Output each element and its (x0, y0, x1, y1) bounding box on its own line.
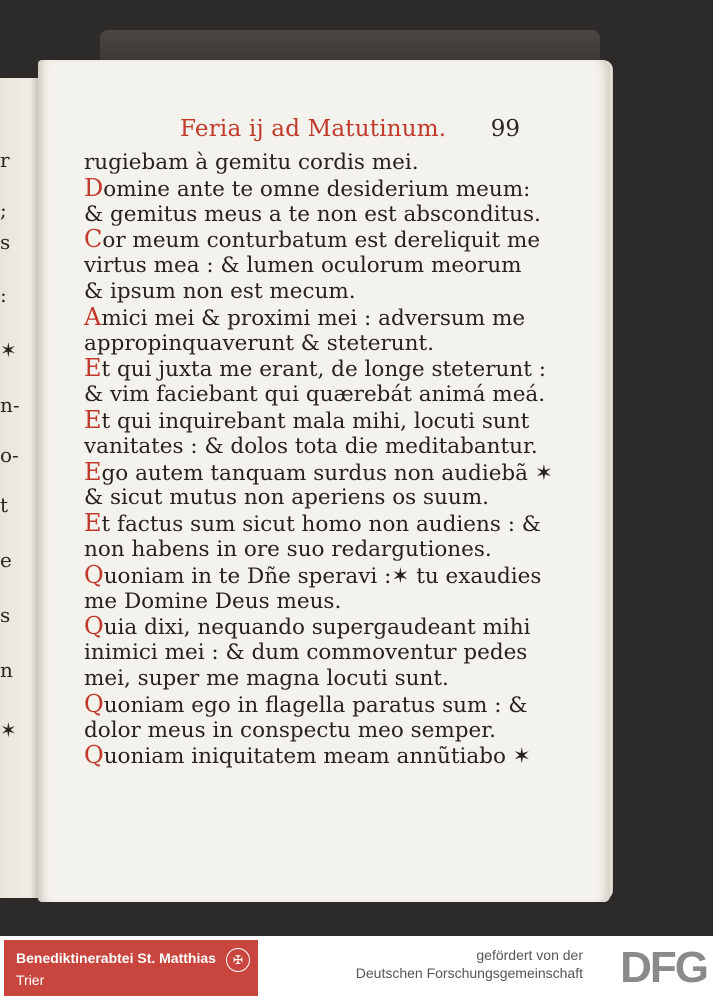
text-line (84, 666, 524, 692)
line-text: uia dixi, nequando supergaudeant mihi (103, 615, 531, 641)
body-text (84, 150, 553, 770)
text-line (84, 279, 524, 305)
left-page-glyph: : (0, 283, 7, 307)
text-line (84, 225, 541, 254)
dfg-logo[interactable]: DFG (620, 943, 707, 992)
text-line (84, 741, 531, 770)
line-text: me Domine Deus meus. (84, 588, 342, 614)
rubricated-initial: E (84, 509, 102, 538)
left-page-glyph: s (0, 230, 11, 254)
page-number: 99 (490, 116, 520, 142)
page-header (180, 116, 520, 148)
line-text: & gemitus meus a te non est absconditus. (84, 201, 541, 227)
text-line (84, 537, 524, 563)
line-text: uoniam iniquitatem meam annũtiabo (103, 744, 506, 770)
line-text: dolor meus in conspectu meo semper. (84, 717, 497, 743)
institution-city: Trier (16, 972, 45, 988)
funding-line-1: gefördert von der (476, 947, 583, 963)
rubricated-initial: Q (84, 741, 104, 770)
text-line (84, 509, 541, 538)
line-text: virtus mea : & lumen oculorum meorum (84, 253, 522, 279)
text-line (84, 457, 553, 486)
line-text: appropinquaverunt & steterunt. (84, 330, 434, 356)
left-page-glyph: ✶ (0, 338, 17, 362)
text-line (84, 433, 538, 460)
text-line (84, 173, 531, 202)
line-text: & vim faciebant qui quærebát animá meá. (84, 382, 546, 408)
asterisk-mark: ✶ (505, 744, 531, 770)
left-page-glyph: r (0, 148, 10, 172)
rubricated-initial: C (84, 225, 103, 254)
book-cover-edge (100, 30, 600, 64)
left-page-glyph: t (0, 493, 9, 517)
text-line (84, 589, 524, 615)
line-text: t factus sum sicut homo non audiens : & (101, 512, 541, 538)
text-line (84, 560, 542, 589)
funding-note (356, 946, 583, 982)
text-line (84, 253, 524, 279)
text-line (84, 405, 530, 434)
text-line (84, 485, 524, 511)
left-page-glyph: o- (0, 443, 19, 467)
asterisk-mark: ✶ (528, 460, 553, 486)
text-line (84, 150, 524, 176)
line-text: uoniam ego in flagella paratus sum : & (103, 692, 528, 718)
line-text: t qui inquirebant mala mihi, locuti sunt (101, 408, 530, 434)
line-text: go autem tanquam surdus non audiebã (101, 460, 528, 486)
institution-banner[interactable] (4, 940, 258, 996)
left-page-glyph: ; (0, 198, 7, 222)
footer-bar (0, 936, 713, 1000)
text-line (84, 331, 524, 357)
line-text: mici mei & proximi mei : adversum me (101, 305, 526, 331)
rubricated-initial: Q (84, 560, 104, 589)
rubricated-initial: Q (84, 612, 104, 641)
institution-logo-icon: ✠ (226, 948, 250, 972)
line-text: & sicut mutus non aperiens os suum. (84, 485, 489, 511)
line-text: uoniam in te Dñe speravi :✶ tu exaudies (103, 563, 542, 589)
left-page-glyph: n- (0, 393, 20, 417)
line-text: mei, super me magna locuti sunt. (84, 665, 449, 691)
left-page-glyph: s (0, 603, 11, 627)
line-text: non habens in ore suo redargutiones. (84, 536, 492, 562)
rubricated-initial: E (84, 405, 102, 434)
text-line (84, 302, 526, 331)
funding-line-2: Deutschen Forschungsgemeinschaft (355, 965, 583, 981)
text-line (84, 640, 528, 666)
line-text: vanitates : & dolos tota die meditabantur. (84, 433, 538, 459)
text-line (84, 718, 524, 744)
text-line (84, 689, 528, 718)
rubricated-initial: D (84, 173, 104, 202)
line-text: or meum conturbatum est dereliquit me (102, 228, 541, 254)
running-head: Feria ij ad Matutinum. (180, 116, 447, 142)
rubricated-initial: Q (84, 689, 104, 718)
line-text: rugiebam à gemitu cordis mei. (84, 150, 419, 175)
line-text: inimici mei : & dum commoventur pedes (84, 640, 528, 666)
line-text: t qui juxta me erant, de longe steterunt : (101, 357, 546, 383)
text-line (84, 612, 531, 641)
rubricated-initial: E (84, 457, 102, 486)
text-line (84, 382, 546, 408)
text-line (84, 354, 546, 383)
institution-name: Benediktinerabtei St. Matthias (16, 950, 216, 966)
rubricated-initial: A (84, 302, 102, 331)
line-text: omine ante te omne desiderium meum: (103, 176, 531, 202)
rubricated-initial: E (84, 354, 102, 383)
left-page-glyph: ✶ (0, 718, 17, 742)
left-page-glyph: e (0, 548, 12, 572)
text-line (84, 201, 541, 228)
left-page-glyph: n (0, 658, 13, 682)
line-text: & ipsum non est mecum. (84, 278, 356, 304)
